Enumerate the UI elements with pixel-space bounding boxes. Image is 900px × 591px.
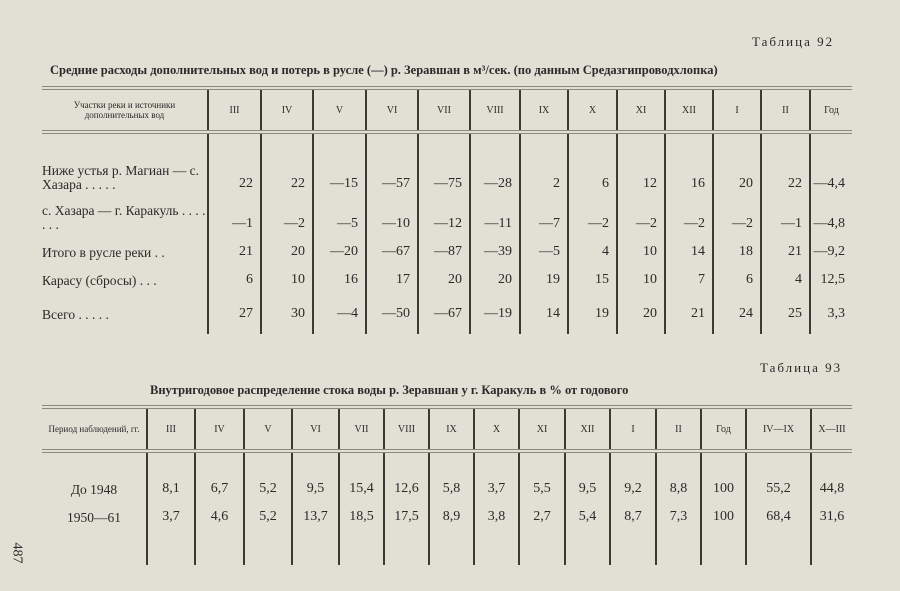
- table-spacer-row: [42, 322, 852, 334]
- column-header: VII: [418, 88, 470, 132]
- empty-cell: [339, 525, 384, 565]
- table-row: [42, 260, 852, 288]
- table-cell: 19: [568, 288, 617, 322]
- column-header: II: [656, 407, 701, 451]
- row-label: Всего . . . . .: [42, 307, 109, 322]
- table-cell: —87: [418, 232, 470, 260]
- table-cell: 7: [665, 260, 713, 288]
- column-header: X: [474, 407, 519, 451]
- table-cell: 44,8: [811, 451, 852, 497]
- table-cell: 30: [261, 288, 313, 322]
- empty-cell: [244, 525, 292, 565]
- column-header: VII: [339, 407, 384, 451]
- table-row: [42, 132, 852, 192]
- table-cell: 100: [701, 451, 746, 497]
- table-cell: 15,4: [339, 451, 384, 497]
- table-cell: 16: [665, 132, 713, 192]
- table-cell: —20: [313, 232, 366, 260]
- table-cell: 3,3: [810, 288, 852, 322]
- table-cell: 14: [665, 232, 713, 260]
- table-cell: 16: [313, 260, 366, 288]
- table-cell: 12,5: [810, 260, 852, 288]
- table-cell: —1: [208, 192, 261, 232]
- table-cell: 8,8: [656, 451, 701, 497]
- table-cell: 18: [713, 232, 761, 260]
- empty-cell: [429, 525, 474, 565]
- table-cell: 18,5: [339, 497, 384, 525]
- table-cell: —4,4: [810, 132, 852, 192]
- column-header: IX: [520, 88, 568, 132]
- table-cell: —2: [261, 192, 313, 232]
- table-cell: —2: [713, 192, 761, 232]
- table-cell: 8,7: [610, 497, 656, 525]
- table-cell: 5,4: [565, 497, 610, 525]
- table-row: [42, 497, 852, 525]
- column-header: IX: [429, 407, 474, 451]
- table-cell: —67: [418, 288, 470, 322]
- table-cell: —5: [313, 192, 366, 232]
- empty-cell: [665, 322, 713, 334]
- row-label: Карасу (сбросы) . . .: [42, 273, 157, 288]
- table-cell: —10: [366, 192, 418, 232]
- table-cell: 17,5: [384, 497, 429, 525]
- empty-cell: [474, 525, 519, 565]
- column-header: VI: [366, 88, 418, 132]
- column-header: Год: [810, 88, 852, 132]
- table-cell: 6,7: [195, 451, 244, 497]
- column-header: VI: [292, 407, 339, 451]
- column-header: VIII: [470, 88, 520, 132]
- column-header: IV: [261, 88, 313, 132]
- table-cell: 10: [261, 260, 313, 288]
- table-cell: 22: [261, 132, 313, 192]
- table-cell: 5,2: [244, 497, 292, 525]
- table-cell: —2: [665, 192, 713, 232]
- table-cell: 5,2: [244, 451, 292, 497]
- table-cell: 13,7: [292, 497, 339, 525]
- table-cell: 100: [701, 497, 746, 525]
- table-cell: 10: [617, 260, 665, 288]
- table-cell: 24: [713, 288, 761, 322]
- table-cell: —12: [418, 192, 470, 232]
- table-row: [42, 232, 852, 260]
- row-label-header: Период наблюдений, гг.: [48, 424, 140, 434]
- empty-cell: [470, 322, 520, 334]
- empty-cell: [42, 322, 208, 334]
- table-header-row: [42, 407, 852, 451]
- table-cell: 5,8: [429, 451, 474, 497]
- row-label: Ниже устья р. Магиан — с. Хазара . . . . .: [42, 163, 199, 192]
- row-label: 1950—61: [67, 510, 121, 525]
- table-cell: —75: [418, 132, 470, 192]
- table-cell: —5: [520, 232, 568, 260]
- table-cell: 8,9: [429, 497, 474, 525]
- row-label-header: Участки реки и источники дополнительных вод: [73, 100, 176, 120]
- column-header: IV: [195, 407, 244, 451]
- table-row: [42, 288, 852, 322]
- table-cell: 20: [617, 288, 665, 322]
- empty-cell: [656, 525, 701, 565]
- table-cell: 9,5: [565, 451, 610, 497]
- table-cell: 20: [418, 260, 470, 288]
- table-cell: 14: [520, 288, 568, 322]
- empty-cell: [384, 525, 429, 565]
- table-cell: 9,5: [292, 451, 339, 497]
- table-cell: —9,2: [810, 232, 852, 260]
- empty-cell: [313, 322, 366, 334]
- row-label: Итого в русле реки . .: [42, 245, 165, 260]
- table-93-label: Таблица 93: [760, 360, 843, 375]
- table-cell: —50: [366, 288, 418, 322]
- table-cell: 68,4: [746, 497, 811, 525]
- table-spacer-row: [42, 525, 852, 565]
- table-cell: 17: [366, 260, 418, 288]
- table-cell: —4,8: [810, 192, 852, 232]
- column-header: IV—IX: [746, 407, 811, 451]
- empty-cell: [519, 525, 565, 565]
- table-cell: 4: [761, 260, 810, 288]
- empty-cell: [811, 525, 852, 565]
- column-header: I: [713, 88, 761, 132]
- column-header: V: [313, 88, 366, 132]
- column-header: V: [244, 407, 292, 451]
- table-cell: 25: [761, 288, 810, 322]
- table-cell: 55,2: [746, 451, 811, 497]
- column-header: III: [147, 407, 195, 451]
- table-cell: 21: [761, 232, 810, 260]
- table-cell: —67: [366, 232, 418, 260]
- column-header: XI: [519, 407, 565, 451]
- table-cell: 9,2: [610, 451, 656, 497]
- table-cell: 19: [520, 260, 568, 288]
- empty-cell: [147, 525, 195, 565]
- empty-cell: [701, 525, 746, 565]
- table-cell: 21: [208, 232, 261, 260]
- table-cell: 3,7: [147, 497, 195, 525]
- column-header: VIII: [384, 407, 429, 451]
- table-cell: 22: [761, 132, 810, 192]
- table-92-label: Таблица 92: [752, 34, 835, 49]
- column-header: X: [568, 88, 617, 132]
- table-cell: 31,6: [811, 497, 852, 525]
- empty-cell: [208, 322, 261, 334]
- empty-cell: [746, 525, 811, 565]
- table-cell: 27: [208, 288, 261, 322]
- table-cell: 6: [208, 260, 261, 288]
- column-header: X—III: [811, 407, 852, 451]
- table-header-row: [42, 88, 852, 132]
- empty-cell: [568, 322, 617, 334]
- column-header: Год: [701, 407, 746, 451]
- table-cell: 12: [617, 132, 665, 192]
- table-cell: 2,7: [519, 497, 565, 525]
- table-cell: 12,6: [384, 451, 429, 497]
- column-header: II: [761, 88, 810, 132]
- table-cell: —7: [520, 192, 568, 232]
- table-cell: —15: [313, 132, 366, 192]
- page-number: 487: [9, 542, 25, 564]
- table-93: [42, 405, 852, 565]
- table-cell: —28: [470, 132, 520, 192]
- empty-cell: [810, 322, 852, 334]
- column-header: XI: [617, 88, 665, 132]
- empty-cell: [366, 322, 418, 334]
- table-cell: 3,7: [474, 451, 519, 497]
- table-cell: 10: [617, 232, 665, 260]
- empty-cell: [610, 525, 656, 565]
- column-header: I: [610, 407, 656, 451]
- table-cell: 20: [713, 132, 761, 192]
- table-cell: 3,8: [474, 497, 519, 525]
- table-cell: —39: [470, 232, 520, 260]
- table-cell: —2: [617, 192, 665, 232]
- column-header: III: [208, 88, 261, 132]
- empty-cell: [713, 322, 761, 334]
- empty-cell: [42, 525, 147, 565]
- table-93-title: Внутригодовое распределение стока воды р. Зеравшан у г. Каракуль в % от годового: [150, 383, 629, 397]
- table-cell: —4: [313, 288, 366, 322]
- table-92: [42, 86, 852, 334]
- table-cell: 6: [713, 260, 761, 288]
- table-cell: 4: [568, 232, 617, 260]
- table-cell: —19: [470, 288, 520, 322]
- empty-cell: [565, 525, 610, 565]
- empty-cell: [418, 322, 470, 334]
- table-cell: 20: [261, 232, 313, 260]
- table-cell: —2: [568, 192, 617, 232]
- row-label: с. Хазара — г. Каракуль . . . . . . .: [42, 203, 206, 232]
- table-cell: 20: [470, 260, 520, 288]
- table-row: [42, 451, 852, 497]
- table-cell: —57: [366, 132, 418, 192]
- table-cell: —11: [470, 192, 520, 232]
- column-header: XII: [565, 407, 610, 451]
- table-cell: 7,3: [656, 497, 701, 525]
- table-row: [42, 192, 852, 232]
- empty-cell: [261, 322, 313, 334]
- table-cell: 4,6: [195, 497, 244, 525]
- table-cell: 5,5: [519, 451, 565, 497]
- row-label: До 1948: [70, 482, 118, 497]
- empty-cell: [520, 322, 568, 334]
- table-cell: 2: [520, 132, 568, 192]
- empty-cell: [761, 322, 810, 334]
- table-92-title: Средние расходы дополнительных вод и потерь в русле (—) р. Зеравшан в м³/сек. (по данным Средазгипроводхлопка): [50, 63, 718, 77]
- empty-cell: [195, 525, 244, 565]
- table-cell: 6: [568, 132, 617, 192]
- empty-cell: [617, 322, 665, 334]
- table-cell: 15: [568, 260, 617, 288]
- column-header: XII: [665, 88, 713, 132]
- table-cell: 22: [208, 132, 261, 192]
- empty-cell: [292, 525, 339, 565]
- table-cell: —1: [761, 192, 810, 232]
- table-cell: 8,1: [147, 451, 195, 497]
- table-cell: 21: [665, 288, 713, 322]
